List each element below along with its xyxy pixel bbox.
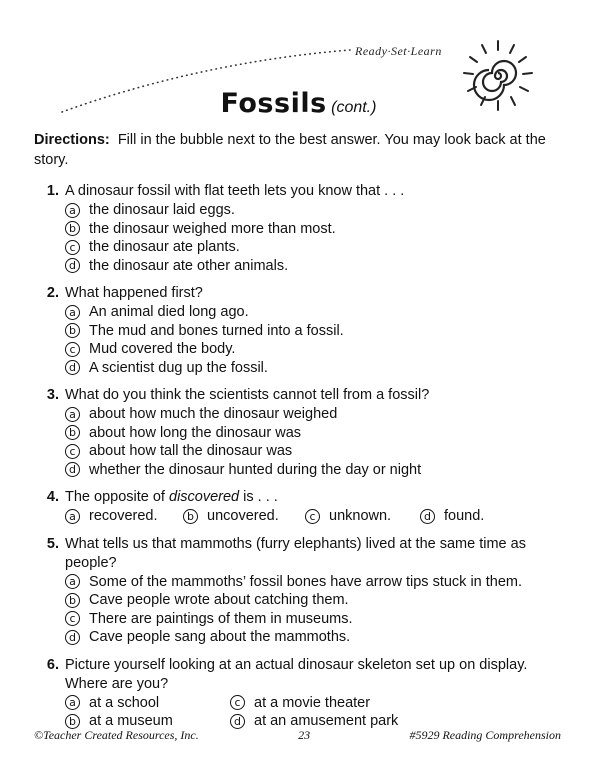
directions-text: Fill in the bubble next to the best answer. You may look back at the story. (34, 132, 546, 168)
choice-text: There are paintings of them in museums. (89, 610, 353, 627)
answer-bubble[interactable]: c (305, 509, 320, 524)
question-list (37, 182, 557, 740)
choice-c[interactable] (65, 442, 557, 461)
choice-text: Some of the mammoths’ fossil bones have arrow tips stuck in them. (89, 573, 523, 590)
choice-text: the dinosaur weighed more than most. (89, 220, 336, 237)
answer-bubble[interactable]: a (65, 203, 80, 218)
choice-text: found. (444, 508, 485, 524)
answer-bubble[interactable]: c (65, 611, 80, 626)
choice-text: the dinosaur ate other animals. (89, 257, 289, 274)
choice-d[interactable] (420, 507, 484, 526)
question-2 (37, 284, 557, 377)
answer-bubble[interactable]: a (65, 574, 80, 589)
question-text: What do you think the scientists cannot tell from a fossil? (65, 387, 430, 403)
brand-label: Ready·Set·Learn (355, 44, 442, 58)
answer-bubble[interactable]: b (65, 714, 80, 729)
choice-text: about how long the dinosaur was (89, 424, 302, 441)
title-main: Fossils (220, 88, 327, 119)
choice-text: unknown. (329, 508, 392, 524)
choice-d[interactable] (65, 359, 557, 378)
question-text: A dinosaur fossil with flat teeth lets you know that . . . (65, 183, 405, 199)
question-text: What happened first? (65, 285, 203, 301)
italic-word: discovered (169, 489, 240, 505)
question-1 (37, 182, 557, 275)
footer-copyright: ©Teacher Created Resources, Inc. (34, 728, 199, 742)
choice-text: about how tall the dinosaur was (89, 443, 293, 459)
question-number: 4. (46, 489, 59, 505)
choice-text: whether the dinosaur hunted during the day or night (89, 461, 422, 478)
choice-text: An animal died long ago. (89, 304, 249, 320)
choice-text: Cave people wrote about catching them. (89, 592, 349, 608)
choice-d[interactable] (65, 461, 557, 480)
choice-b[interactable] (183, 507, 305, 526)
answer-bubble[interactable]: c (65, 240, 80, 255)
question-text: Picture yourself looking at an actual dinosaur skeleton set up on display. Where are you? (65, 656, 528, 692)
choice-a[interactable] (65, 694, 230, 713)
question-5 (37, 535, 557, 647)
choice-text: about how much the dinosaur weighed (89, 406, 338, 422)
choice-a[interactable] (65, 507, 183, 526)
answer-bubble[interactable]: c (230, 695, 245, 710)
choice-d[interactable] (65, 628, 557, 647)
answer-bubble[interactable]: a (65, 305, 80, 320)
answer-bubble[interactable]: b (65, 425, 80, 440)
question-number: 1. (46, 183, 59, 199)
question-6 (37, 656, 557, 731)
page-title (0, 88, 597, 119)
choice-d[interactable] (65, 257, 557, 276)
title-cont: (cont.) (331, 99, 377, 116)
choice-b[interactable] (65, 591, 557, 610)
choice-text: The mud and bones turned into a fossil. (89, 322, 344, 339)
answer-bubble[interactable]: d (65, 630, 80, 645)
choice-c[interactable] (65, 238, 557, 257)
answer-bubble[interactable]: b (183, 509, 198, 524)
answer-bubble[interactable]: b (65, 593, 80, 608)
choice-a[interactable] (65, 405, 557, 424)
answer-bubble[interactable]: b (65, 221, 80, 236)
choice-text: the dinosaur ate plants. (89, 239, 240, 255)
answer-bubble[interactable]: d (420, 509, 435, 524)
question-4 (37, 488, 557, 526)
choice-text: at a movie theater (254, 694, 371, 711)
question-3 (37, 386, 557, 479)
choice-text: at a school (89, 694, 160, 711)
answer-bubble[interactable]: a (65, 407, 80, 422)
answer-bubble[interactable]: a (65, 695, 80, 710)
choice-c[interactable] (65, 610, 557, 629)
choice-text: uncovered. (207, 508, 279, 524)
question-text: The opposite of discovered is . . . (65, 489, 278, 505)
answer-bubble[interactable]: d (230, 714, 245, 729)
choice-b[interactable] (65, 322, 557, 341)
question-text: What tells us that mammoths (furry elephants) lived at the same time as people? (65, 535, 526, 571)
footer-page-number: 23 (298, 728, 311, 742)
question-number: 5. (46, 535, 59, 552)
choice-c[interactable] (230, 694, 430, 713)
answer-bubble[interactable]: b (65, 323, 80, 338)
answer-bubble[interactable]: c (65, 444, 80, 459)
answer-bubble[interactable]: d (65, 462, 80, 477)
directions (34, 130, 554, 170)
answer-bubble[interactable]: d (65, 360, 80, 375)
question-number: 6. (46, 656, 59, 673)
choice-text: at an amusement park (254, 713, 399, 729)
footer-book-title: #5929 Reading Comprehension (409, 728, 561, 742)
choice-c[interactable] (65, 340, 557, 359)
choice-a[interactable] (65, 303, 557, 322)
answer-bubble[interactable]: a (65, 509, 80, 524)
answer-bubble[interactable]: d (65, 258, 80, 273)
question-number: 3. (46, 387, 59, 403)
choice-b[interactable] (65, 220, 557, 239)
choice-a[interactable] (65, 201, 557, 220)
answer-bubble[interactable]: c (65, 342, 80, 357)
choice-text: at a museum (89, 713, 173, 729)
directions-label: Directions: (34, 132, 110, 148)
choice-text: the dinosaur laid eggs. (89, 202, 235, 218)
choice-a[interactable] (65, 573, 557, 592)
choice-b[interactable] (65, 424, 557, 443)
choice-text: Mud covered the body. (89, 341, 236, 357)
choice-text: Cave people sang about the mammoths. (89, 629, 351, 645)
choice-text: A scientist dug up the fossil. (89, 359, 268, 376)
question-number: 2. (46, 285, 59, 301)
page-footer (34, 728, 561, 743)
choice-text: recovered. (89, 508, 158, 524)
choice-c[interactable] (305, 507, 420, 526)
